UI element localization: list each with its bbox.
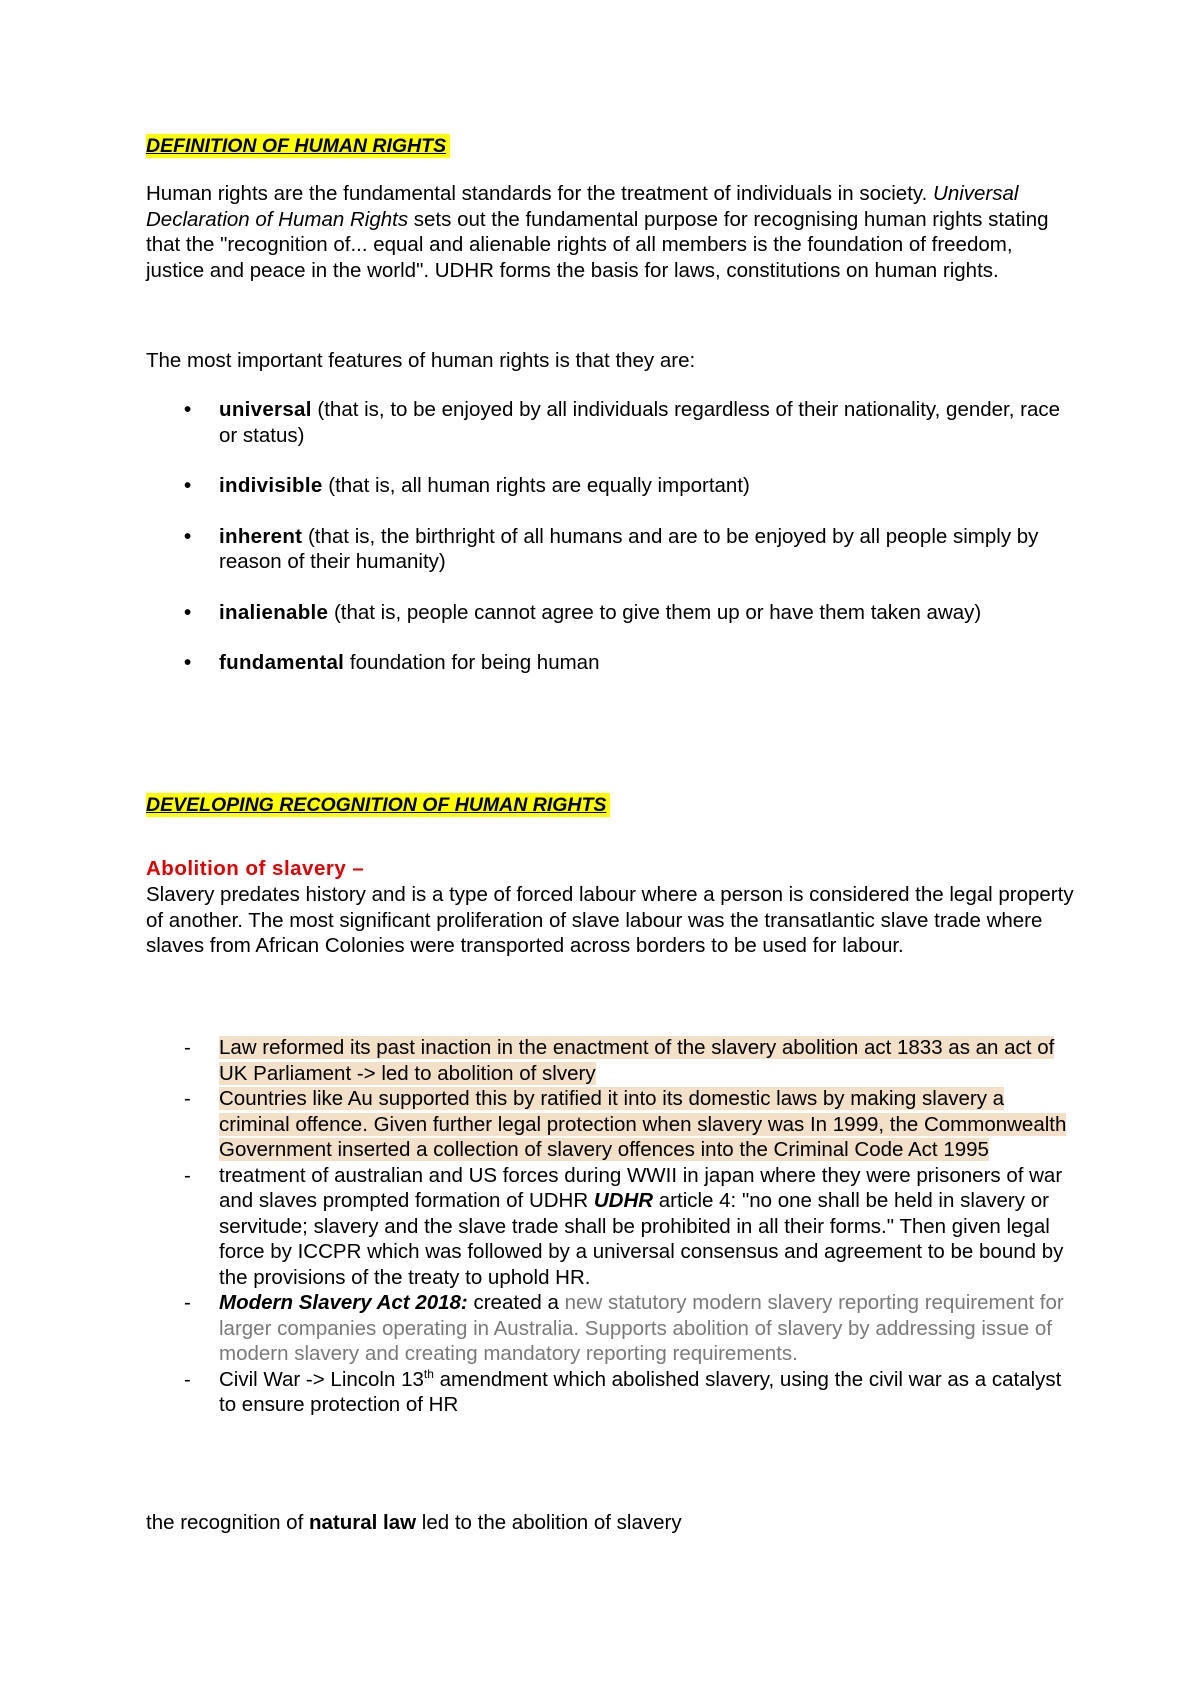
feature-term: indivisible — [219, 474, 323, 497]
bullet-icon: • — [184, 398, 192, 421]
feature-term: fundamental — [219, 651, 345, 674]
point-civil-war-rest: amendment which abolished slavery, using the civil war as a catalyst to ensure protection of HR — [219, 1367, 1062, 1416]
dash-marker: - — [184, 1087, 191, 1110]
dash-marker: - — [184, 1367, 191, 1391]
bullet-icon: • — [184, 600, 192, 624]
list-item — [146, 650, 1076, 676]
point-wwii-start: treatment of australian and US forces during WWII in japan where they were prisoners of war and slaves prompted formation of UDHR — [219, 1163, 1063, 1212]
point-civil-war-sup: th — [423, 1366, 434, 1381]
point-modern-grey: new statutory modern slavery reporting requirement for larger companies operating in Australia. Supports abolition of slavery by addressing issue of modern slavery and creating mandatory reporting requirements. — [219, 1291, 1064, 1365]
bullet-icon: • — [184, 651, 192, 674]
feature-term: universal — [219, 398, 312, 421]
slavery-intro: Slavery predates history and is a type of forced labour where a person is considered the legal property of another. The most significant proliferation of slave labour was the transatlantic slave trade where slaves from African Colonies were transported across borders to be used for labour. — [146, 883, 1074, 957]
list-item — [146, 1035, 1076, 1086]
bullet-icon: • — [184, 524, 192, 548]
bullet-icon: • — [184, 474, 192, 497]
point-civil-war-start: Civil War -> Lincoln 13 — [219, 1367, 424, 1391]
features-intro: The most important features of human rights is that they are: — [146, 349, 696, 372]
udhr-title: Universal Declaration of Human Rights — [146, 182, 1019, 231]
heading-definition: DEFINITION OF HUMAN RIGHTS — [146, 134, 450, 158]
point-wwii-udhr: UDHR — [593, 1189, 654, 1212]
feature-desc: (that is, the birthright of all humans and are to be enjoyed by all people simply by reason of their humanity) — [219, 524, 1039, 573]
feature-desc: (that is, all human rights are equally important) — [322, 474, 750, 497]
closing-bold: natural law — [308, 1511, 417, 1534]
dash-marker: - — [184, 1163, 191, 1187]
feature-term: inalienable — [219, 600, 329, 624]
feature-term: inherent — [219, 524, 303, 548]
definition-text-rest: sets out the fundamental purpose for recognising human rights stating that the "recognition of... equal and alienable rights of all members is the foundation of freedom, justice and peace in the world". UDHR forms the basis for laws, constitutions on human rights. — [146, 207, 1049, 282]
closing-paragraph — [146, 1510, 1076, 1536]
feature-desc: foundation for being human — [344, 651, 600, 674]
subheading-abolition: Abolition of slavery – — [146, 857, 365, 880]
definition-text-start: Human rights are the fundamental standards for the treatment of individuals in society. — [146, 182, 934, 205]
list-item — [146, 1163, 1076, 1291]
dash-marker: - — [184, 1291, 191, 1314]
list-item — [146, 1086, 1076, 1163]
slavery-points-list — [146, 1035, 1076, 1418]
definition-paragraph — [146, 181, 1076, 283]
point-modern-act: Modern Slavery Act 2018: — [219, 1291, 468, 1314]
closing-rest: led to the abolition of slavery — [416, 1511, 682, 1534]
list-item — [146, 600, 1076, 626]
feature-desc: (that is, people cannot agree to give them up or have them taken away) — [328, 600, 982, 624]
list-item — [146, 473, 1076, 499]
point-uk-act: Law reformed its past inaction in the enactment of the slavery abolition act 1833 as an act of UK Parliament -> led to abolition of slvery — [219, 1036, 1055, 1085]
list-item — [146, 524, 1076, 575]
closing-start: the recognition of — [146, 1511, 309, 1534]
point-au-laws: Countries like Au supported this by ratified it into its domestic laws by making slavery a criminal offence. Given further legal protection when slavery was In 1999, the Commonwealth Government inserted a collection of slavery offences into the Criminal Code Act 1995 — [219, 1087, 1067, 1161]
feature-desc: (that is, to be enjoyed by all individuals regardless of their nationality, gender, race or status) — [219, 398, 1061, 447]
point-modern-mid: created a — [467, 1291, 565, 1314]
list-item — [146, 1290, 1076, 1367]
list-item — [146, 1367, 1076, 1418]
list-item — [146, 397, 1076, 448]
dash-marker: - — [184, 1036, 191, 1059]
heading-developing-recognition: DEVELOPING RECOGNITION OF HUMAN RIGHTS — [146, 793, 610, 817]
point-wwii-rest: article 4: "no one shall be held in slavery or servitude; slavery and the slave trade shall be prohibited in all their forms." Then given legal force by ICCPR which was followed by a universal consensus and agreement to be bound by the provisions of the treaty to uphold HR. — [219, 1189, 1064, 1289]
features-list — [146, 397, 1076, 701]
